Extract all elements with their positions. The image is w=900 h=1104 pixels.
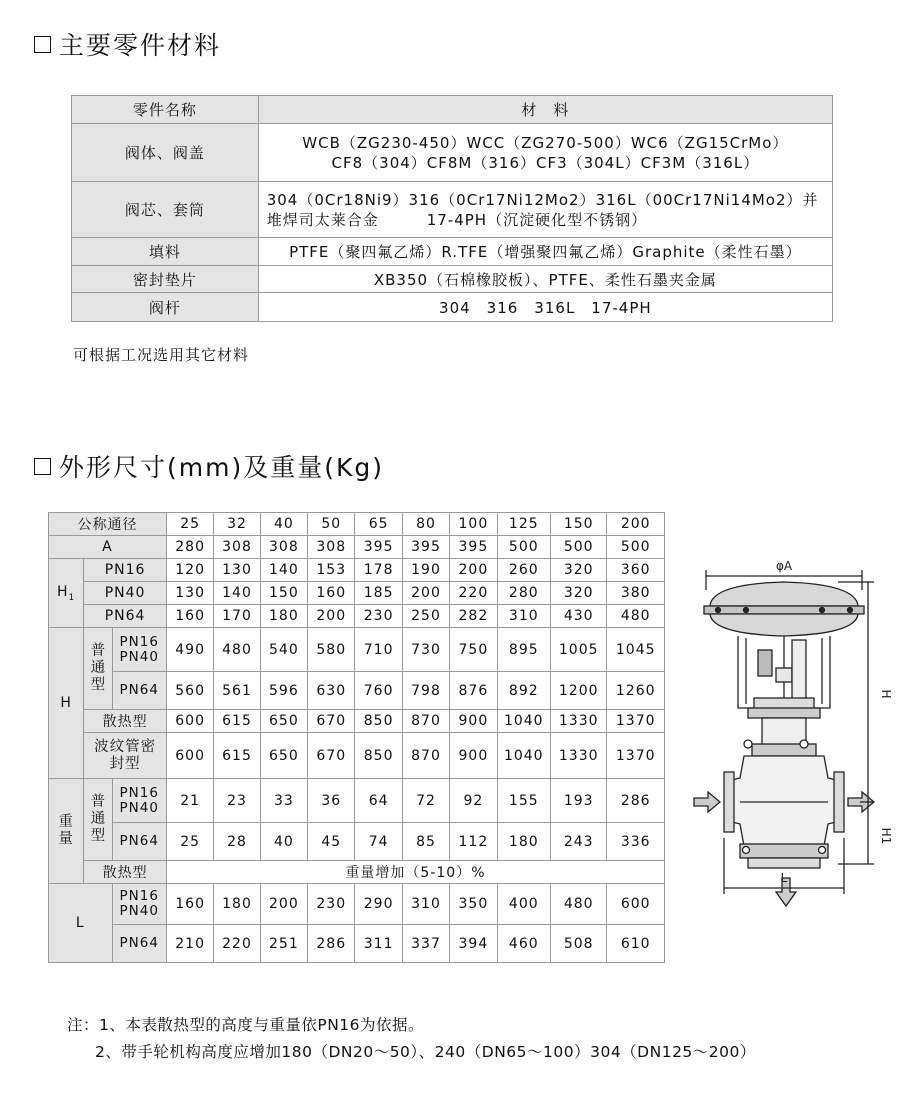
H1-label <box>49 559 84 628</box>
H-bellows-value: 1370 <box>607 733 665 779</box>
L-value: 290 <box>355 884 402 925</box>
W-normal-value: 74 <box>355 823 402 861</box>
H-bellows-value: 900 <box>450 733 497 779</box>
table-row <box>49 513 665 536</box>
H-normal-value: 892 <box>497 672 550 710</box>
W-normal-pn-label <box>112 823 166 861</box>
W-normal-value: 180 <box>497 823 550 861</box>
W-normal-value: 25 <box>166 823 213 861</box>
table-row <box>49 672 665 710</box>
A-value: 280 <box>166 536 213 559</box>
W-normal-value: 21 <box>166 779 213 823</box>
H1-value: 180 <box>260 605 307 628</box>
materials-note: 可根据工况选用其它材料 <box>73 346 250 364</box>
L-value: 220 <box>214 925 260 963</box>
nominal-size: 80 <box>402 513 449 536</box>
W-normal-value: 40 <box>260 823 307 861</box>
L-label: L <box>49 884 113 963</box>
H-normal-value: 490 <box>166 628 213 672</box>
table-row <box>49 823 665 861</box>
L-value: 310 <box>402 884 449 925</box>
H1-letter: H <box>57 583 69 600</box>
H-normal-value: 876 <box>450 672 497 710</box>
table-row <box>49 861 665 884</box>
dimensions-heading <box>34 448 384 484</box>
H-normal-type-text: 普通型 <box>90 643 107 693</box>
H-normal-value: 798 <box>402 672 449 710</box>
A-value: 308 <box>260 536 307 559</box>
H-normal-type-label <box>84 628 112 710</box>
H-bellows-value: 600 <box>166 733 213 779</box>
H-bellows-value: 670 <box>308 733 355 779</box>
H-bellows-value: 850 <box>355 733 402 779</box>
H-normal-value: 540 <box>260 628 307 672</box>
H1-value: 200 <box>402 582 449 605</box>
H1-value: 150 <box>260 582 307 605</box>
stacked-label: 重 量 <box>58 814 74 847</box>
L-value: 210 <box>166 925 213 963</box>
H1-value: 230 <box>355 605 402 628</box>
dimensions-table <box>48 512 665 963</box>
checkbox-square-icon <box>34 36 51 53</box>
H-heat-value: 1040 <box>497 710 550 733</box>
H1-pn-label: PN64 <box>84 605 167 628</box>
stacked-label: PN64 <box>119 682 159 698</box>
table-row <box>49 605 665 628</box>
L-value: 400 <box>497 884 550 925</box>
H1-value: 430 <box>550 605 606 628</box>
H-normal-value: 580 <box>308 628 355 672</box>
stacked-label: PN16 PN40 <box>119 784 159 816</box>
H-normal-value: 480 <box>214 628 260 672</box>
H-bellows-label <box>84 733 167 779</box>
H-heat-label: 散热型 <box>84 710 167 733</box>
L-value: 160 <box>166 884 213 925</box>
H-heat-value: 670 <box>308 710 355 733</box>
material-stem: 304 316 316L 17-4PH <box>258 293 832 322</box>
H-normal-value: 1045 <box>607 628 665 672</box>
A-value: 500 <box>607 536 665 559</box>
W-normal-value: 33 <box>260 779 307 823</box>
nominal-size: 50 <box>308 513 355 536</box>
checkbox-square-icon <box>34 458 51 475</box>
H1-value: 280 <box>497 582 550 605</box>
H1-value: 250 <box>402 605 449 628</box>
H-normal-pn-label <box>112 628 166 672</box>
H-heat-value: 900 <box>450 710 497 733</box>
A-value: 500 <box>550 536 606 559</box>
H-bellows-value: 1040 <box>497 733 550 779</box>
stacked-label: PN64 <box>119 833 159 849</box>
H1-value: 380 <box>607 582 665 605</box>
material-line: CF8（304）CF8M（316）CF3（304L）CF3M（316L） <box>331 153 760 172</box>
H-normal-value: 760 <box>355 672 402 710</box>
header-material: 材 料 <box>258 96 832 124</box>
H1-value: 320 <box>550 559 606 582</box>
A-value: 308 <box>214 536 260 559</box>
nominal-diameter-label: 公称通径 <box>49 513 167 536</box>
materials-table <box>71 95 833 322</box>
material-line: WCB（ZG230-450）WCC（ZG270-500）WC6（ZG15CrMo） <box>302 133 789 152</box>
phiA-label: φA <box>775 559 793 573</box>
valve-body <box>732 756 836 846</box>
L-pn-label <box>112 884 166 925</box>
L-value: 600 <box>607 884 665 925</box>
header-part: 零件名称 <box>72 96 259 124</box>
H1-label: H1 <box>879 827 893 845</box>
H1-value: 260 <box>497 559 550 582</box>
W-normal-value: 112 <box>450 823 497 861</box>
L-value: 480 <box>550 884 606 925</box>
H-label: H <box>879 689 893 699</box>
L-value: 508 <box>550 925 606 963</box>
W-normal-type-text: 普通型 <box>90 794 107 844</box>
W-normal-type-label <box>84 779 112 861</box>
part-gasket: 密封垫片 <box>72 266 259 293</box>
H-normal-pn-label <box>112 672 166 710</box>
W-normal-value: 36 <box>308 779 355 823</box>
L-value: 200 <box>260 884 307 925</box>
materials-heading-text: 主要零件材料 <box>59 31 222 60</box>
nominal-size: 200 <box>607 513 665 536</box>
H-heat-value: 600 <box>166 710 213 733</box>
W-normal-value: 193 <box>550 779 606 823</box>
part-body-bonnet: 阀体、阀盖 <box>72 124 259 182</box>
H1-value: 310 <box>497 605 550 628</box>
L-value: 350 <box>450 884 497 925</box>
L-value: 394 <box>450 925 497 963</box>
H1-value: 120 <box>166 559 213 582</box>
H-normal-value: 730 <box>402 628 449 672</box>
stacked-label: PN16 PN40 <box>119 888 159 919</box>
H1-value: 160 <box>166 605 213 628</box>
nominal-size: 65 <box>355 513 402 536</box>
H1-value: 360 <box>607 559 665 582</box>
H-heat-value: 615 <box>214 710 260 733</box>
part-packing: 填料 <box>72 238 259 266</box>
H1-value: 160 <box>308 582 355 605</box>
H-normal-value: 1005 <box>550 628 606 672</box>
L-pn-label <box>112 925 166 963</box>
table-row <box>49 779 665 823</box>
H-normal-value: 1200 <box>550 672 606 710</box>
nominal-size: 40 <box>260 513 307 536</box>
W-normal-value: 72 <box>402 779 449 823</box>
A-value: 308 <box>308 536 355 559</box>
H1-value: 185 <box>355 582 402 605</box>
W-heat-note: 重量增加（5-10）% <box>166 861 664 884</box>
H1-subscript: 1 <box>68 592 76 603</box>
H1-pn-label: PN40 <box>84 582 167 605</box>
table-row <box>49 733 665 779</box>
H1-value: 140 <box>214 582 260 605</box>
H1-value: 153 <box>308 559 355 582</box>
H-normal-value: 561 <box>214 672 260 710</box>
H-normal-value: 750 <box>450 628 497 672</box>
L-value: 337 <box>402 925 449 963</box>
table-row <box>49 925 665 963</box>
H-normal-value: 630 <box>308 672 355 710</box>
H1-value: 130 <box>214 559 260 582</box>
L-value: 460 <box>497 925 550 963</box>
H1-value: 200 <box>450 559 497 582</box>
stacked-label: 波纹管密 封型 <box>94 738 157 772</box>
material-plug-cage <box>258 182 832 238</box>
L-value: 311 <box>355 925 402 963</box>
notes <box>67 1012 756 1066</box>
W-heat-label: 散热型 <box>84 861 167 884</box>
table-row <box>49 628 665 672</box>
stacked-label: PN64 <box>119 935 159 951</box>
material-gasket: XB350（石棉橡胶板）、PTFE、柔性石墨夹金属 <box>258 266 832 293</box>
nominal-size: 25 <box>166 513 213 536</box>
note-line-2: 2、带手轮机构高度应增加180（DN20～50）、240（DN65～100）304（DN125～200） <box>95 1043 756 1061</box>
H-heat-value: 650 <box>260 710 307 733</box>
A-value: 500 <box>497 536 550 559</box>
W-normal-value: 336 <box>607 823 665 861</box>
W-normal-value: 85 <box>402 823 449 861</box>
W-normal-value: 243 <box>550 823 606 861</box>
H-normal-value: 1260 <box>607 672 665 710</box>
H-bellows-value: 650 <box>260 733 307 779</box>
stacked-label: PN16 PN40 <box>119 633 159 665</box>
W-normal-pn-label <box>112 779 166 823</box>
part-stem: 阀杆 <box>72 293 259 322</box>
actuator-upper-casing <box>710 582 858 606</box>
H-bellows-value: 1330 <box>550 733 606 779</box>
W-normal-value: 23 <box>214 779 260 823</box>
A-value: 395 <box>355 536 402 559</box>
nominal-size: 125 <box>497 513 550 536</box>
actuator-lower-casing <box>710 614 858 636</box>
H1-pn-label: PN16 <box>84 559 167 582</box>
L-value: 180 <box>214 884 260 925</box>
H1-value: 480 <box>607 605 665 628</box>
L-value: 610 <box>607 925 665 963</box>
note-line-1: 注：1、本表散热型的高度与重量依PN16为依据。 <box>67 1016 425 1034</box>
H-heat-value: 870 <box>402 710 449 733</box>
material-line: 堆焊司太莱合金 17-4PH（沉淀硬化型不锈钢） <box>266 210 648 229</box>
W-normal-value: 92 <box>450 779 497 823</box>
H-bellows-value: 870 <box>402 733 449 779</box>
H1-value: 320 <box>550 582 606 605</box>
H1-value: 190 <box>402 559 449 582</box>
table-row <box>49 536 665 559</box>
W-normal-value: 64 <box>355 779 402 823</box>
H-bellows-value: 615 <box>214 733 260 779</box>
L-value: 251 <box>260 925 307 963</box>
table-row <box>49 582 665 605</box>
material-packing: PTFE（聚四氟乙烯）R.TFE（增强聚四氟乙烯）Graphite（柔性石墨） <box>258 238 832 266</box>
material-line: 304（0Cr18Ni9）316（0Cr17Ni12Mo2）316L（00Cr17Ni14Mo2）并 <box>266 190 819 209</box>
H-normal-value: 710 <box>355 628 402 672</box>
outlet-flange <box>834 772 844 832</box>
H-normal-value: 895 <box>497 628 550 672</box>
H1-value: 178 <box>355 559 402 582</box>
H-heat-value: 1370 <box>607 710 665 733</box>
inlet-flow-arrow <box>694 792 720 812</box>
H-normal-value: 596 <box>260 672 307 710</box>
table-row <box>49 710 665 733</box>
H1-value: 282 <box>450 605 497 628</box>
H-label: H <box>49 628 84 779</box>
nominal-size: 150 <box>550 513 606 536</box>
H1-value: 170 <box>214 605 260 628</box>
table-row <box>49 559 665 582</box>
L-value: 286 <box>308 925 355 963</box>
H1-value: 130 <box>166 582 213 605</box>
W-normal-value: 286 <box>607 779 665 823</box>
L-label: L <box>780 871 788 885</box>
dimensions-heading-text: 外形尺寸(mm)及重量(Kg) <box>59 453 384 482</box>
L-value: 230 <box>308 884 355 925</box>
material-body-bonnet <box>258 124 832 182</box>
W-normal-value: 155 <box>497 779 550 823</box>
A-value: 395 <box>450 536 497 559</box>
A-label: A <box>49 536 167 559</box>
H-normal-value: 560 <box>166 672 213 710</box>
part-plug-cage: 阀芯、套筒 <box>72 182 259 238</box>
nominal-size: 32 <box>214 513 260 536</box>
H1-value: 220 <box>450 582 497 605</box>
inlet-flange <box>724 772 734 832</box>
H-heat-value: 1330 <box>550 710 606 733</box>
H-heat-value: 850 <box>355 710 402 733</box>
A-value: 395 <box>402 536 449 559</box>
W-normal-value: 45 <box>308 823 355 861</box>
W-normal-value: 28 <box>214 823 260 861</box>
nominal-size: 100 <box>450 513 497 536</box>
weight-label <box>49 779 84 884</box>
H1-value: 200 <box>308 605 355 628</box>
table-row <box>49 884 665 925</box>
positioner-scale <box>758 650 772 676</box>
materials-heading <box>34 26 221 62</box>
H1-value: 140 <box>260 559 307 582</box>
valve-outline-drawing <box>688 548 900 928</box>
